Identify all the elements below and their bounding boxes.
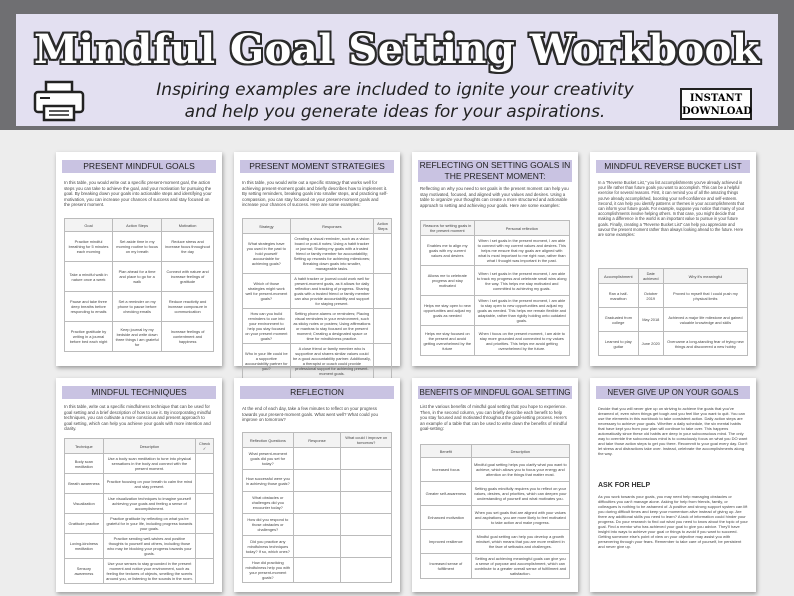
checkbox-cell[interactable] xyxy=(196,514,214,534)
page-text-1: Decide that you will never give up on striving to achieve the goals that you've dreamed of, even when things get tough and you feel like you want to quit. You can use the elements in this workbook to take consistent action. Daily action steps are necessary to achieve your goals. Whether a daily schedule, the six mental habits that have kept you from your plan will continue to take over. This happens automatically since these old habits are deep in your subconscious mind. The only way to override the subconscious mind is to consciously focus on what you DO want and take those action steps to get you there. Recommit to your goal every day. Don't let stress and distractions take over. Instead, celebrate the accomplishments along the way. xyxy=(598,406,748,456)
table-row xyxy=(421,506,570,530)
column-header: Description xyxy=(103,439,195,454)
page-title: PRESENT MINDFUL GOALS xyxy=(62,160,216,173)
table-row xyxy=(65,454,214,474)
checkbox-cell[interactable] xyxy=(196,559,214,584)
table-cell: Graduated from college xyxy=(599,308,639,332)
table-cell: What obstacles or challenges did you encounter today? xyxy=(243,492,294,514)
column-header: Response xyxy=(293,433,341,448)
table-row xyxy=(65,262,214,292)
page-title: REFLECTION xyxy=(240,386,394,399)
table-row xyxy=(421,482,570,506)
table-cell: Practice sending well-wishes and positive thoughts to yourself and others, including those who may be blocking your progress towards your goals. xyxy=(103,534,195,559)
table-cell: Set a reminder on my phone to pause before checking emails xyxy=(113,292,162,322)
table-cell: When I focus on the present moment, I am able to stay more grounded and connected to my values and priorities. This helps me avoid getting overwhelmed by the future. xyxy=(474,326,569,356)
table-cell: Increase feelings of contentment and happiness xyxy=(162,322,214,352)
table-cell: Practice focusing on your breath to calm the mind and stay present. xyxy=(103,474,195,494)
checkbox-cell[interactable] xyxy=(196,534,214,559)
table-row xyxy=(65,514,214,534)
page-intro: Reflecting on why you need to set goals in the present moment can help you stay motivated, focused, and aligned with your values and desires. Using a table to organize your thoughts can create a more structured and actionable approach to setting and achieving your goals. Here are some examples: xyxy=(420,186,569,208)
table-row xyxy=(243,448,392,470)
table-row xyxy=(65,474,214,494)
subtitle-line-2: and help you generate ideas for your aspirations. xyxy=(184,102,606,122)
table-header-row xyxy=(421,445,570,458)
table-row xyxy=(243,309,392,344)
table-cell: Increased focus xyxy=(421,458,472,482)
table-cell: A close friend or family member who is supportive and shares similar values could be a good accountability partner. Additionally, a therapist or coach could provide professional support for achieving present-moment goals. xyxy=(290,344,373,379)
table-cell: Reduce stress and increase focus throughout the day xyxy=(162,232,214,262)
table-header-row xyxy=(243,219,392,234)
table-cell: Mindful goal setting helps you clarify what you want to achieve, which allows you to focus your energy and attention on the things that matter most. xyxy=(471,458,569,482)
table-cell: June 2020 xyxy=(638,332,663,356)
improve-cell[interactable] xyxy=(341,536,392,558)
column-header: Accomplishment xyxy=(599,269,639,284)
table-row xyxy=(421,326,570,356)
column-header: Reasons for setting goals in the present moment xyxy=(421,221,475,236)
table-header-row xyxy=(599,269,748,284)
page-title: PRESENT MOMENT STRATEGIES xyxy=(240,160,394,173)
improve-cell[interactable] xyxy=(341,492,392,514)
table-cell: Mindful goal setting can help you develop a growth mindset, which means that you are more resilient in the face of setbacks and challenges. xyxy=(471,530,569,554)
table-row xyxy=(599,332,748,356)
table-cell: Setting goals mindfully requires you to reflect on your values, desires, and priorities, which can deepen your understanding of yourself and what motivates you. xyxy=(471,482,569,506)
table-row xyxy=(65,322,214,352)
benefits-table xyxy=(420,444,570,579)
page-title: MINDFUL TECHNIQUES xyxy=(62,386,216,399)
table-cell: What strategies have you used in the past to hold yourself accountable for achieving goals? xyxy=(243,234,291,274)
page-present-mindful-goals xyxy=(56,152,222,366)
page-intro: In a "Reverse Bucket List," you list accomplishments you've already achieved in your life rather than future goals you want to accomplish. This can be a helpful exercise for several reasons. First, it can remind you of all the amazing things you've already accomplished, boosting your self-confidence and self-esteem. Second, it can help you identify patterns or themes in your accomplishments that can inform your future goals. For example, suppose you notice that many of your accomplishments involve helping others. In that case, you might decide that making a difference in the world is an important value to pursue in your future goals. Finally, creating a "Reverse Bucket List" can help you appreciate and savour the present moment rather than always looking ahead to the future. Here are some examples: xyxy=(598,180,745,238)
table-cell: Setting and achieving meaningful goals can give you a sense of purpose and accomplishment, which can contribute to a greater overall sense of fulfillment and satisfaction. xyxy=(471,554,569,579)
improve-cell[interactable] xyxy=(341,558,392,583)
table-cell: Take a mindful walk in nature once a week xyxy=(65,262,113,292)
table-header-row xyxy=(421,221,570,236)
table-cell: When I set goals in the present moment, I am able to connect with my current values and desires. This helps me ensure that my goals are aligned with what is most important to me right now, rather than what I thought was important in the past. xyxy=(474,236,569,266)
table-cell: How did you respond to those obstacles or challenges? xyxy=(243,514,294,536)
table-row xyxy=(65,292,214,322)
column-header: Action Steps xyxy=(113,219,162,232)
page-mindful-techniques xyxy=(56,378,222,592)
page-intro: In this table, you would write out a specific present-moment goal, the action steps you can take to achieve the goal, and your motivation for pursuing the goal. By breaking down your goals into actionable steps and identifying your motivation, you can increase your chances of success and stay focused on the present moment. xyxy=(64,180,212,208)
table-row xyxy=(243,470,392,492)
table-row xyxy=(243,514,392,536)
printer-icon xyxy=(32,80,86,122)
table-cell: When you set goals that are aligned with your values and aspirations, you are more likely to feel motivated to take action and make progress. xyxy=(471,506,569,530)
table-cell xyxy=(374,234,392,274)
table-cell: A habit tracker or journal could work well for present-moment goals, as it allows for daily reflection and tracking of progress. Sharing goals with a trusted friend or family member can also provide accountability and support for staying present. xyxy=(290,274,373,309)
table-cell: Did you practice any mindfulness techniques today? If so, which ones? xyxy=(243,536,294,558)
table-cell: Plan ahead for a time and place to go for a walk xyxy=(113,262,162,292)
table-cell: Allows me to celebrate progress and stay motivated xyxy=(421,266,475,296)
column-header: Action Steps xyxy=(374,219,392,234)
page-reflecting-on-setting-goals xyxy=(412,152,578,366)
column-header: Goal xyxy=(65,219,113,232)
column-header: Reflection Questions xyxy=(243,433,294,448)
table-row xyxy=(243,274,392,309)
table-header-row xyxy=(243,433,392,448)
table-cell xyxy=(374,309,392,344)
workbook-title: Mindful Goal Setting Workbook xyxy=(34,26,760,73)
page-mindful-reverse-bucket-list xyxy=(590,152,756,366)
table-cell: Use a body scan meditation to tune into physical sensations in the body and connect with the present moment. xyxy=(103,454,195,474)
improve-cell[interactable] xyxy=(341,448,392,470)
table-cell: Sensory awareness xyxy=(65,559,104,584)
page-title: MINDFUL REVERSE BUCKET LIST xyxy=(596,160,750,173)
checkbox-cell[interactable] xyxy=(196,474,214,494)
reflection-reasons-table xyxy=(420,220,570,356)
table-cell: Gratitude practice xyxy=(65,514,104,534)
table-cell: Set aside time in my morning routine to focus on my breath xyxy=(113,232,162,262)
table-row xyxy=(421,296,570,326)
page-reflection xyxy=(234,378,400,592)
response-cell[interactable] xyxy=(293,536,341,558)
table-row xyxy=(243,536,392,558)
column-header: Benefit xyxy=(421,445,472,458)
table-cell: Pause and take three deep breaths before responding to emails xyxy=(65,292,113,322)
subtitle-line-1: Inspiring examples are included to ignite your creativity xyxy=(156,80,634,100)
strategies-table xyxy=(242,218,392,379)
table-header-row xyxy=(65,439,214,454)
table-cell: Enhanced motivation xyxy=(421,506,472,530)
table-cell: Loving-kindness meditation xyxy=(65,534,104,559)
table-row xyxy=(421,530,570,554)
badge-line-2: DOWNLOAD xyxy=(682,106,752,117)
column-header: Personal reflection xyxy=(474,221,569,236)
table-cell: Achieved a major life milestone and gained valuable knowledge and skills xyxy=(663,308,747,332)
table-cell: Which of those strategies might work well for present-moment goals? xyxy=(243,274,291,309)
table-cell: When I set goals in the present moment, I am able to stay open to new opportunities and adjust my goals as needed. This helps me remain flexible and adaptable, rather than rigidly holding onto outdated goals. xyxy=(474,296,569,326)
checkbox-cell[interactable] xyxy=(196,454,214,474)
table-cell: May 2018 xyxy=(638,308,663,332)
table-row xyxy=(243,492,392,514)
table-cell: Enables me to align my goals with my current values and desires xyxy=(421,236,475,266)
page-intro: In this table, write out a specific mindfulness technique that can be used for goal setting and a brief description of how to use it. By incorporating mindful techniques, you can cultivate a more conscious and present approach to goal setting, which can help you achieve your goals with more intention and clarity. xyxy=(64,404,212,432)
checkbox-cell[interactable] xyxy=(196,494,214,514)
table-cell: How successful were you in achieving those goals? xyxy=(243,470,294,492)
table-row xyxy=(243,344,392,379)
page-text-2: As you work towards your goals, you may need help managing obstacles or difficulties you can't manage alone. Asking for help from friends, family, or colleagues is nothing to be ashamed of. A positive and strong support system can lift you during difficult times and keep your momentum alive instead of giving up. Are there any additional skills you need to learn? A lack of information could hinder your progress. Do your research to find out what you need to know about the topic of your goal. Find a mentor who has achieved your goal to give you advice. They'll have insight into ways to achieve your goal or things to avoid if you want to succeed. Getting someone else's point of view on your objective may assist you with persevering through your fears. Remember to take care of yourself, be persistent and never give up. xyxy=(598,494,748,549)
table-cell: Practice mindful breathing for 5 minutes each morning xyxy=(65,232,113,262)
table-row xyxy=(421,266,570,296)
table-row xyxy=(599,308,748,332)
column-header: Check ✓ xyxy=(196,439,214,454)
badge-line-1: INSTANT xyxy=(689,93,743,104)
table-cell: Body scan meditation xyxy=(65,454,104,474)
table-cell: Visualization xyxy=(65,494,104,514)
response-cell[interactable] xyxy=(293,470,341,492)
table-cell: Ran a half-marathon xyxy=(599,284,639,308)
table-header-row xyxy=(65,219,214,232)
column-header: Technique xyxy=(65,439,104,454)
table-row xyxy=(65,559,214,584)
table-row xyxy=(421,458,570,482)
page-intro: In this table, you would write out a specific strategy that works well for achieving present-moment goals and briefly describes how to implement it. By setting reminders, breaking goals into smaller steps, and practicing self-compassion, you can stay focused on your present-moment goals and increase your chances of success. Here are some examples: xyxy=(242,180,388,208)
improve-cell[interactable] xyxy=(341,514,392,536)
table-cell: Learned to play guitar xyxy=(599,332,639,356)
goals-table xyxy=(64,218,214,352)
table-cell: Connect with nature and increase feelings of gratitude xyxy=(162,262,214,292)
table-row xyxy=(65,494,214,514)
table-cell xyxy=(374,344,392,379)
table-cell: Use visualization techniques to imagine yourself achieving your goals and feeling a sense of accomplishment. xyxy=(103,494,195,514)
table-cell: Keep journal by my bedside and write down three things I am grateful for xyxy=(113,322,162,352)
table-cell: Greater self-awareness xyxy=(421,482,472,506)
response-cell[interactable] xyxy=(293,492,341,514)
table-row xyxy=(65,534,214,559)
table-cell: Increased sense of fulfillment xyxy=(421,554,472,579)
page-title: REFLECTING ON SETTING GOALS IN THE PRESENT MOMENT: xyxy=(419,160,571,181)
column-header: Why it's meaningful xyxy=(663,269,747,284)
column-header: Strategy xyxy=(243,219,291,234)
table-row xyxy=(421,236,570,266)
improve-cell[interactable] xyxy=(341,470,392,492)
table-row xyxy=(599,284,748,308)
table-row xyxy=(65,232,214,262)
page-title: BENEFITS OF MINDFUL GOAL SETTING xyxy=(419,388,571,397)
page-never-give-up xyxy=(590,378,756,592)
table-cell: Proved to myself that I could push my physical limits xyxy=(663,284,747,308)
table-row xyxy=(421,554,570,579)
table-cell: Who in your life could be a supportive accountability partner for you? xyxy=(243,344,291,379)
table-row xyxy=(243,558,392,583)
table-cell: Helps me stay focused on the present and avoid getting overwhelmed by the future xyxy=(421,326,475,356)
table-cell: Overcame a long-standing fear of trying new things and discovered a new hobby xyxy=(663,332,747,356)
table-cell: Setting phone alarms or reminders; Placing visual reminders in your environment, such as sticky notes or posters; Using affirmations or mantras to stay focused on the present moment; Creating a designated space or time for mindfulness practice. xyxy=(290,309,373,344)
page-present-moment-strategies xyxy=(234,152,400,376)
response-cell[interactable] xyxy=(293,558,341,583)
table-cell: October 2019 xyxy=(638,284,663,308)
column-header: Date achieved xyxy=(638,269,663,284)
column-header: Responses xyxy=(290,219,373,234)
instant-download-badge xyxy=(680,88,752,120)
table-cell: How can you build reminders to cue into your environment to help you stay focused on your present moment goals? xyxy=(243,309,291,344)
response-cell[interactable] xyxy=(293,448,341,470)
ask-for-help-heading: ASK FOR HELP xyxy=(598,482,651,489)
table-cell: What present-moment goals did you set for today? xyxy=(243,448,294,470)
table-cell: Creating a visual reminder, such as a vision board or post-it notes; Using a habit tracker or journal; Sharing my goals with a trusted friend or family member for accountability; Setting up rewards for achieving milestones; Breaking down goals into smaller, manageable tasks. xyxy=(290,234,373,274)
table-cell: Use your senses to stay grounded in the present moment and notice your environment, such as feeling the textures of objects, smelling the scents around you, or listening to the sounds in the room. xyxy=(103,559,195,584)
table-cell xyxy=(374,274,392,309)
reflection-table xyxy=(242,432,392,583)
column-header: Motivation xyxy=(162,219,214,232)
column-header: Description xyxy=(471,445,569,458)
table-row xyxy=(243,234,392,274)
table-cell: Helps me stay open to new opportunities and adjust my goals as needed xyxy=(421,296,475,326)
table-cell: Practice gratitude by writing in a journal before bed each night xyxy=(65,322,113,352)
page-benefits-of-mindful-goal-setting xyxy=(412,378,578,592)
table-cell: Improved resilience xyxy=(421,530,472,554)
response-cell[interactable] xyxy=(293,514,341,536)
bucket-list-table xyxy=(598,268,748,356)
table-cell: How did practicing mindfulness help you with your present-moment goals? xyxy=(243,558,294,583)
table-cell: Breath awareness xyxy=(65,474,104,494)
table-cell: When I set goals in the present moment, I am able to track my progress and celebrate small wins along the way. This helps me stay motivated and committed to achieving my goals. xyxy=(474,266,569,296)
page-intro: List the various benefits of mindful goal setting that you hope to experience. Then, in the second column, you can briefly describe each benefit to help you stay focused and motivated throughout the goal-setting process. Here's an example of a table that can be used to write down the benefits of mindful goal-setting: xyxy=(420,404,567,432)
column-header: What could I improve on tomorrow? xyxy=(341,433,392,448)
table-cell: Practice gratitude by reflecting on what you're grateful for in your life, including progress towards your goals. xyxy=(103,514,195,534)
page-intro: At the end of each day, take a few minutes to reflect on your progress towards your present-moment goals. What went well? What could you improve on tomorrow? xyxy=(242,406,378,423)
techniques-table xyxy=(64,438,214,584)
page-title: NEVER GIVE UP ON YOUR GOALS xyxy=(596,386,750,399)
table-cell: Reduce reactivity and increase composure in communication xyxy=(162,292,214,322)
